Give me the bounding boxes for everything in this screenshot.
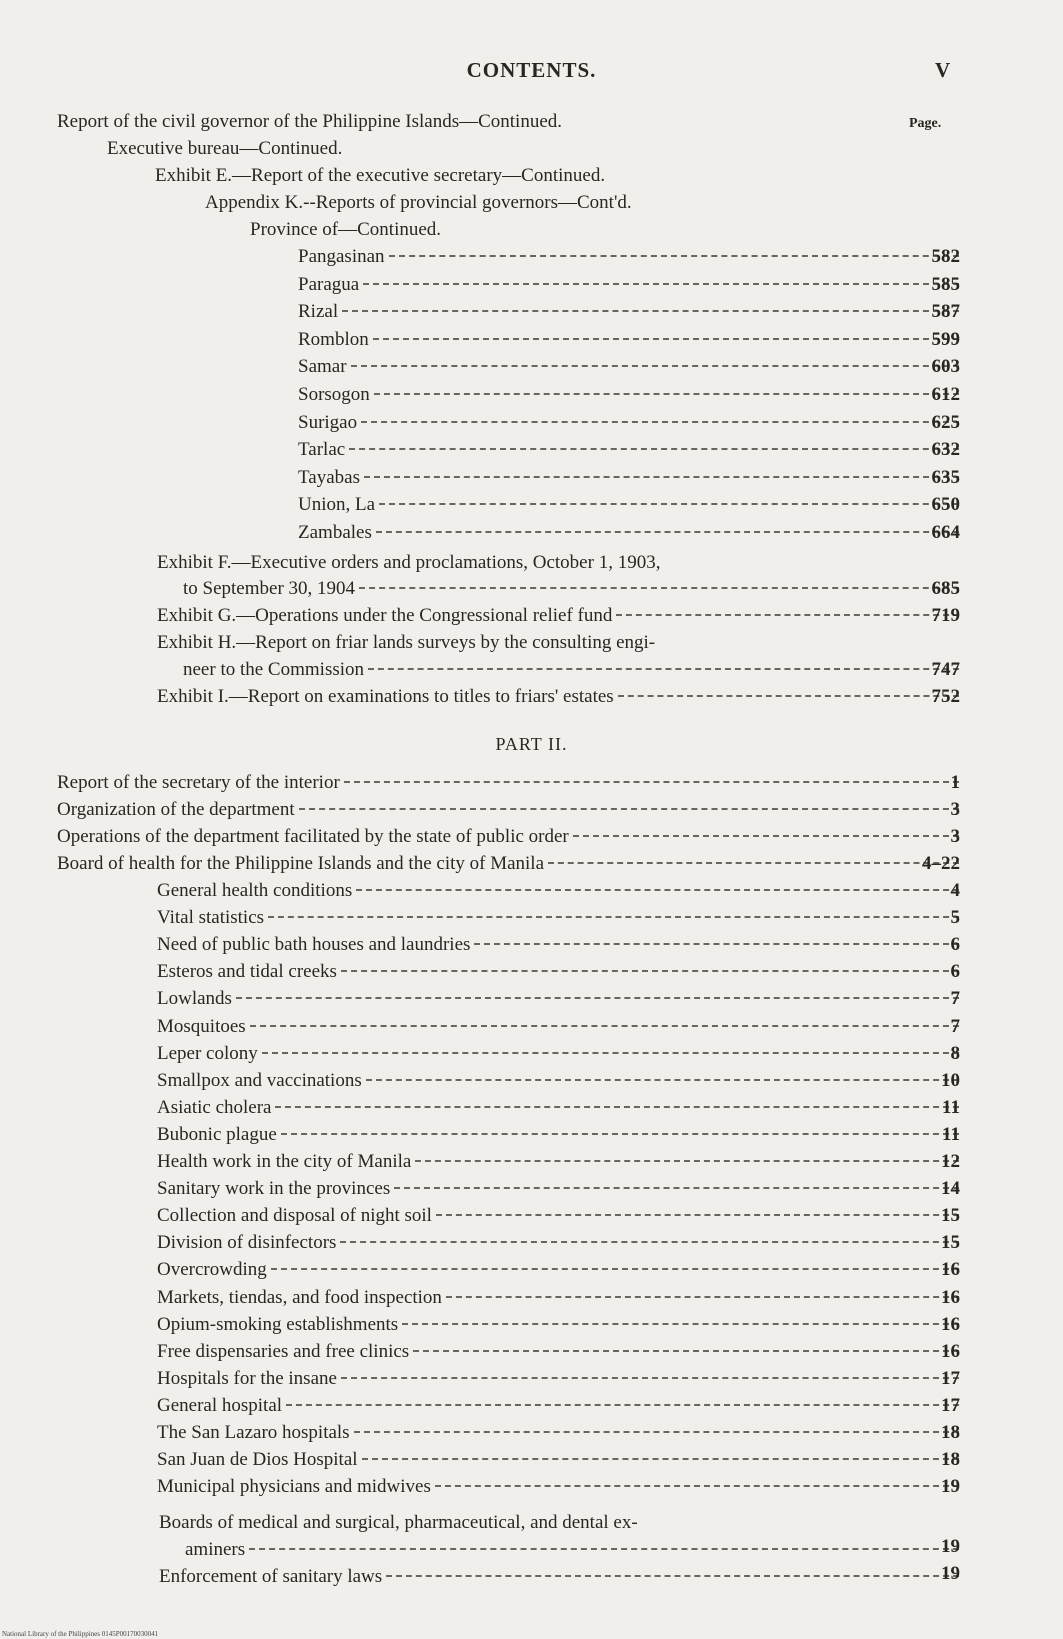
page-numeral: V [935,58,951,82]
entry-label: Mosquitoes [157,1015,246,1037]
dot-leader [446,1296,959,1298]
page-number: 15 [941,1232,960,1254]
page-number: 19 [941,1563,960,1584]
page-number: 612 [931,384,960,405]
page-number: 17 [941,1367,960,1389]
page-number: 8 [950,1042,960,1064]
dot-leader [342,310,959,312]
entry-label: Health work in the city of Manila [157,1151,412,1172]
page-column-label: Page. [909,116,942,131]
entry-label: Municipal physicians and midwives [157,1476,431,1498]
continuation-line: Appendix K.--Reports of provincial governors—Cont'd. [205,192,632,213]
dot-leader [548,862,959,864]
boards-line1: Boards of medical and surgical, pharmaceutical, and dental ex- [159,1512,638,1533]
toc-entry [57,826,963,852]
page-number: 632 [931,439,960,461]
entry-label: Asiatic cholera [157,1096,272,1118]
dot-leader [271,1268,959,1270]
dot-leader [364,476,959,478]
toc-entry [298,467,963,493]
toc-entry [157,988,963,1014]
page-number: 582 [931,246,960,267]
toc-entry [298,301,963,327]
page-number: 12 [941,1151,960,1172]
toc-entry [159,1566,963,1592]
entry-label: Zambales [298,522,372,543]
page-number: 3 [950,826,960,848]
toc-entry [157,1314,963,1340]
toc-entry [298,412,963,438]
entry-label: Report of the secretary of the interior [57,772,340,793]
entry-label: Smallpox and vaccinations [157,1069,362,1091]
page-number: 15 [941,1205,960,1227]
toc-entry [157,907,963,933]
entry-label: General health conditions [157,880,353,901]
toc-entry [157,1287,963,1313]
page-number: 625 [931,411,960,433]
page-number: 10 [941,1069,960,1091]
dot-leader [376,531,959,533]
dot-leader [436,1214,959,1216]
dot-leader [386,1575,959,1577]
dot-leader [262,1052,959,1054]
toc-entry [298,356,963,382]
toc-entry [57,772,963,798]
dot-leader [349,448,959,450]
page-number: 6 [950,934,960,956]
toc-entry [157,686,963,712]
dot-leader [363,283,959,285]
page-number: 16 [941,1340,960,1362]
page-number: 650 [931,494,960,516]
entry-label: Collection and disposal of night soil [157,1205,432,1227]
dot-leader [250,1025,959,1027]
entry-label: aminers [185,1539,246,1560]
dot-leader [413,1350,959,1352]
part-heading: PART II. [495,734,568,754]
page-number: 4 [950,880,960,901]
entry-label: Free dispensaries and free clinics [157,1340,410,1362]
page-number: 3 [950,799,960,821]
entry-label: Samar [298,356,347,378]
toc-entry [157,1232,963,1258]
page-number: 6 [950,961,960,983]
dot-leader [341,1377,959,1379]
dot-leader [249,1548,959,1550]
page-number: 603 [931,356,960,378]
dot-leader [340,1241,959,1243]
exhibit-h-line1: Exhibit H.—Report on friar lands surveys by the consulting engi- [157,632,656,653]
entry-label: Opium-smoking establishments [157,1313,399,1335]
toc-entry [157,1205,963,1231]
entry-label: Board of health for the Philippine Islands and the city of Manila [57,853,545,875]
entry-label: San Juan de Dios Hospital [157,1449,358,1471]
continuation-line: Province of—Continued. [250,219,442,240]
page-number: 635 [931,466,960,488]
entry-label: Markets, tiendas, and food inspection [157,1286,442,1308]
toc-entry [157,934,963,960]
dot-leader [374,393,959,395]
entry-label: Sanitary work in the provinces [157,1178,391,1200]
dot-leader [373,338,959,340]
dot-leader [351,365,959,367]
page-number: 14 [941,1178,960,1200]
dot-leader [299,808,959,810]
toc-entry [298,494,963,520]
page-number: 17 [941,1394,960,1416]
toc-entry [57,853,963,879]
dot-leader [415,1160,959,1162]
toc-entry [157,961,963,987]
toc-entry [157,1476,963,1502]
toc-entry [157,1395,963,1421]
toc-entry [157,1016,963,1042]
entry-label: The San Lazaro hospitals [157,1422,350,1443]
entry-label: Pangasinan [298,246,385,267]
dot-leader [402,1323,959,1325]
exhibit-f-line1: Exhibit F.—Executive orders and proclamations, October 1, 1903, [157,552,661,573]
entry-label: General hospital [157,1394,283,1416]
entry-label: Leper colony [157,1042,258,1064]
toc-entry [57,799,963,825]
entry-label: Division of disinfectors [157,1232,337,1254]
page-number: 7 [950,1015,960,1037]
page-number: 685 [931,578,960,599]
scan-footer: National Library of the Philippines 0145P00170030041 [2,1630,159,1638]
dot-leader [341,970,959,972]
entry-label: Bubonic plague [157,1123,277,1145]
dot-leader [361,421,959,423]
page-number: 7 [950,988,960,1010]
toc-entry [183,659,963,685]
entry-label: Exhibit I.—Report on examinations to titles to friars' estates [157,686,614,707]
continuation-line: Report of the civil governor of the Philippine Islands—Continued. [57,111,563,132]
dot-leader [474,943,959,945]
dot-leader [275,1106,959,1108]
dot-leader [344,781,959,783]
dot-leader [268,916,959,918]
page-number: 752 [931,686,960,707]
toc-entry [157,1449,963,1475]
page-number: 16 [941,1286,960,1308]
page-number: 5 [950,907,960,929]
page-number: 585 [931,273,960,295]
page-number: 18 [941,1422,960,1443]
toc-entry [298,246,963,272]
entry-label: Tayabas [298,466,360,488]
continuation-line: Exhibit E.—Report of the executive secretary—Continued. [155,165,606,186]
toc-entry [298,274,963,300]
page-number: 719 [931,605,960,626]
page-number: 19 [941,1536,960,1557]
entry-label: Lowlands [157,988,232,1010]
entry-label: Exhibit G.—Operations under the Congressional relief fund [157,605,613,626]
dot-leader [366,1079,959,1081]
entry-label: Vital statistics [157,907,265,929]
toc-entry [298,522,963,548]
dot-leader [362,1458,959,1460]
entry-label: Operations of the department facilitated by the state of public order [57,826,569,848]
toc-entry [183,578,963,604]
dot-leader [379,503,959,505]
entry-label: Romblon [298,328,369,350]
toc-entry [157,880,963,906]
page-number: 11 [942,1096,960,1118]
page-number: 18 [941,1449,960,1471]
page-number: 587 [931,301,960,323]
dot-leader [389,255,959,257]
toc-entry [157,1259,963,1285]
toc-entry [185,1539,963,1565]
entry-label: Need of public bath houses and laundries [157,934,471,956]
page-number: 16 [941,1259,960,1281]
dot-leader [359,587,959,589]
toc-entry [157,1341,963,1367]
entry-label: to September 30, 1904 [183,578,356,599]
dot-leader [356,889,959,891]
page-number: 1 [950,772,960,793]
dot-leader [286,1404,959,1406]
toc-entry [157,1422,963,1448]
continuation-line: Executive bureau—Continued. [107,138,343,159]
entry-label: Surigao [298,411,358,433]
dot-leader [281,1133,959,1135]
entry-label: neer to the Commission [183,659,365,680]
toc-entry [157,605,963,631]
page-number: 16 [941,1313,960,1335]
dot-leader [236,997,959,999]
toc-entry [298,384,963,410]
page-number: 599 [931,328,960,350]
entry-label: Esteros and tidal creeks [157,961,337,983]
entry-label: Sorsogon [298,384,370,405]
entry-label: Paragua [298,273,360,295]
page-number: 4–22 [922,853,960,875]
page-number: 19 [941,1476,960,1498]
toc-entry [157,1178,963,1204]
dot-leader [368,668,959,670]
entry-label: Union, La [298,494,376,516]
dot-leader [394,1187,959,1189]
toc-entry [298,329,963,355]
page-title: CONTENTS. [466,58,597,82]
entry-label: Rizal [298,301,339,323]
entry-label: Organization of the department [57,799,295,821]
toc-entry [157,1124,963,1150]
dot-leader [435,1485,959,1487]
page-number: 664 [931,522,960,543]
toc-entry [157,1070,963,1096]
toc-entry [157,1097,963,1123]
entry-label: Enforcement of sanitary laws [159,1566,383,1587]
entry-label: Overcrowding [157,1259,267,1281]
page-number: 747 [931,659,960,680]
page-number: 11 [942,1123,960,1145]
dot-leader [354,1431,959,1433]
toc-entry [157,1368,963,1394]
toc-entry [298,439,963,465]
toc-entry [157,1151,963,1177]
toc-entry [157,1043,963,1069]
entry-label: Hospitals for the insane [157,1367,337,1389]
entry-label: Tarlac [298,439,346,461]
